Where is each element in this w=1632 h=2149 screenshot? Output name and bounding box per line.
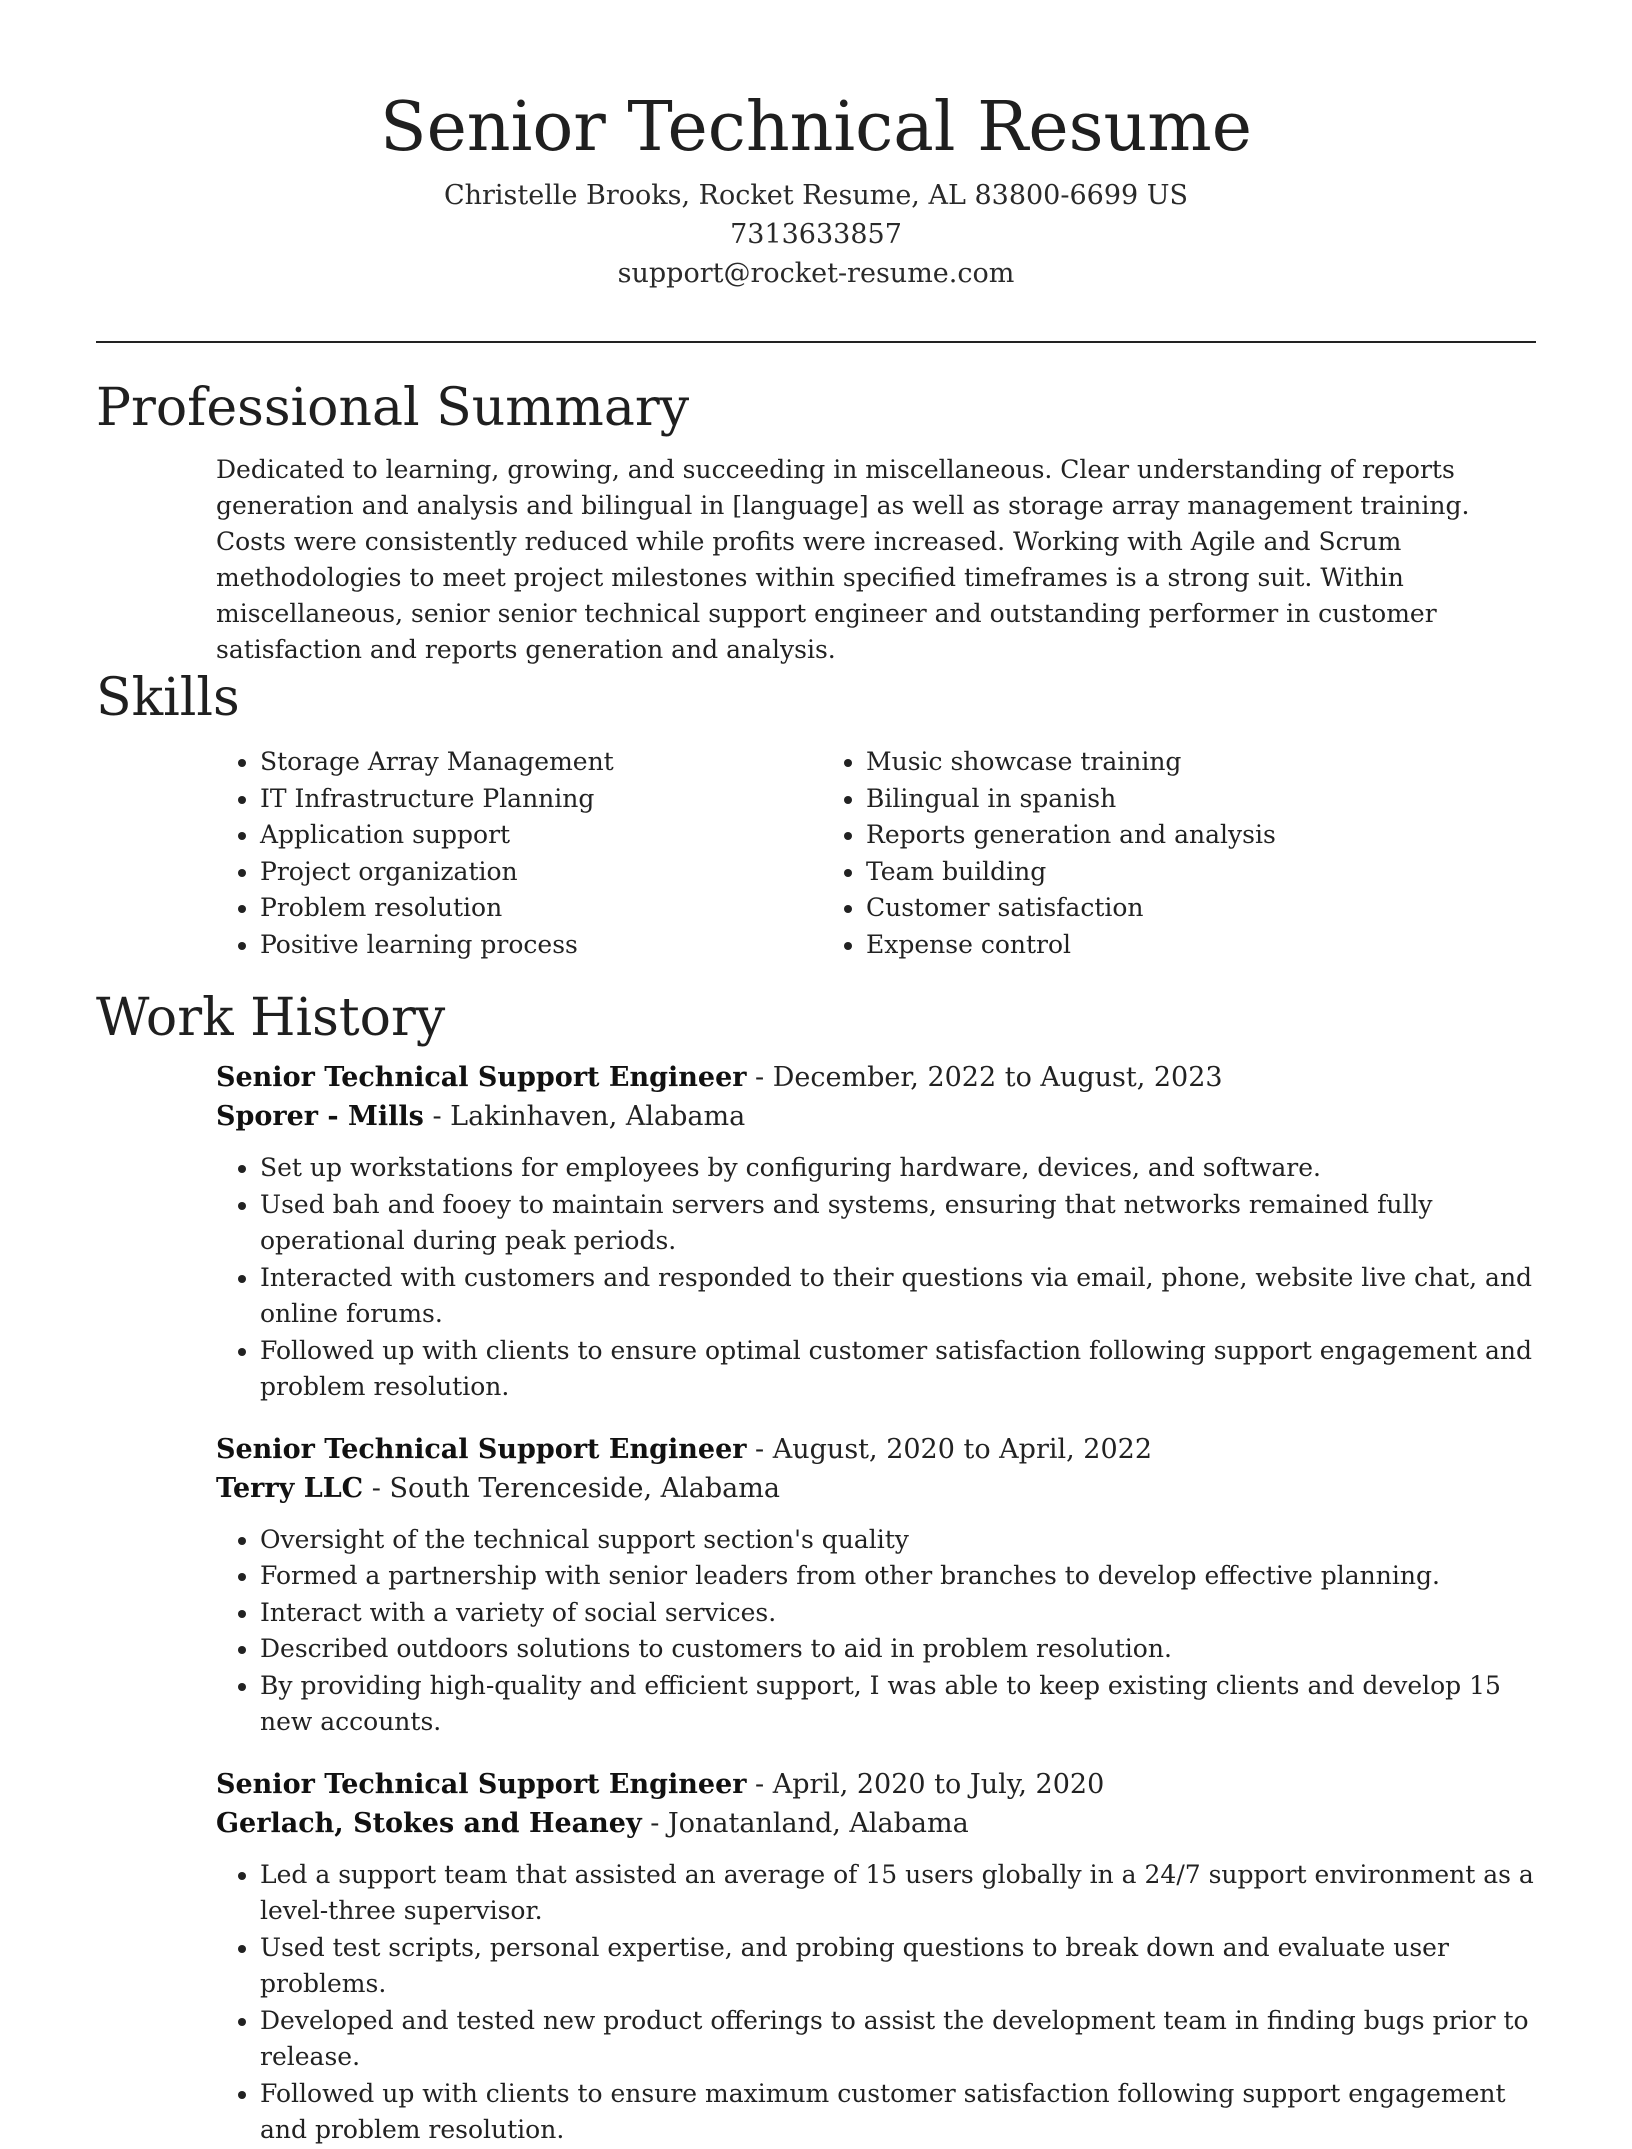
job-dates: - December, 2022 to August, 2023 <box>746 1062 1223 1093</box>
summary-heading: Professional Summary <box>96 378 690 438</box>
work-history-heading: Work History <box>96 988 446 1048</box>
skill-item: • Problem resolution <box>260 890 822 927</box>
skill-item: • IT Infrastructure Planning <box>260 781 822 818</box>
job-bullet: • Used bah and fooey to maintain servers and systems, ensuring that networks remained fully operational during peak periods. <box>260 1187 1536 1260</box>
job-bullet: • Set up workstations for employees by configuring hardware, devices, and software. <box>260 1150 1536 1187</box>
job-title-line <box>216 1058 1536 1097</box>
skill-item: • Project organization <box>260 854 822 891</box>
job-bullet: • Followed up with clients to ensure maximum customer satisfaction following support engagement and problem resolution. <box>260 2076 1536 2149</box>
job-title-line <box>216 1430 1536 1469</box>
contact-email: support@rocket-resume.com <box>617 258 1015 289</box>
skill-item: • Customer satisfaction <box>866 890 1428 927</box>
contact-info <box>96 176 1536 293</box>
job-bullet: • Followed up with clients to ensure optimal customer satisfaction following support engagement and problem resolution. <box>260 1333 1536 1406</box>
job-bullet: • Interact with a variety of social services. <box>260 1595 1536 1632</box>
job-title: Senior Technical Support Engineer <box>216 1768 747 1800</box>
skill-item: • Expense control <box>866 927 1428 964</box>
job-bullet: • Formed a partnership with senior leaders from other branches to develop effective planning. <box>260 1558 1536 1595</box>
job-bullet: • Described outdoors solutions to customers to aid in problem resolution. <box>260 1631 1536 1668</box>
job-company-line <box>216 1469 1536 1508</box>
skills-section <box>96 666 1536 963</box>
skill-item: • Team building <box>866 854 1428 891</box>
job-location: - South Terenceside, Alabama <box>363 1472 780 1504</box>
skills-columns <box>216 744 1536 963</box>
skills-heading: Skills <box>96 668 240 728</box>
summary-section <box>96 376 1536 668</box>
skill-item: • Positive learning process <box>260 927 822 964</box>
job-bullets <box>216 1150 1536 1406</box>
summary-text: Dedicated to learning, growing, and succeeding in miscellaneous. Clear understanding of reports generation and analysis and bilingual in [language] as well as storage array management training. Costs were consistently reduced while profits were increased. Working with Agile and Scrum methodologies to meet project milestones within specified timeframes is a strong suit. Within miscellaneous, senior senior technical support engineer and outstanding performer in customer satisfaction and reports generation and analysis. <box>216 455 1470 664</box>
skill-item: • Music showcase training <box>866 744 1428 781</box>
skill-item: • Bilingual in spanish <box>866 781 1428 818</box>
job-dates: - April, 2020 to July, 2020 <box>746 1768 1105 1800</box>
job-entry <box>216 1430 1536 1741</box>
job-location: - Jonatanland, Alabama <box>641 1807 969 1839</box>
job-bullet: • Used test scripts, personal expertise, and probing questions to break down and evaluate user problems. <box>260 1930 1536 2003</box>
job-bullet: • By providing high-quality and efficient support, I was able to keep existing clients and develop 15 new accounts. <box>260 1668 1536 1741</box>
work-history-section <box>96 986 1536 2149</box>
job-company: Terry LLC <box>216 1472 364 1504</box>
skills-list-left <box>216 744 822 963</box>
job-bullets <box>216 1522 1536 1741</box>
job-company: Gerlach, Stokes and Heaney <box>216 1807 642 1839</box>
skill-item: • Storage Array Management <box>260 744 822 781</box>
job-title-line <box>216 1765 1536 1804</box>
header-divider <box>96 341 1536 343</box>
job-bullet: • Developed and tested new product offerings to assist the development team in finding bugs prior to release. <box>260 2003 1536 2076</box>
skill-item: • Application support <box>260 817 822 854</box>
job-bullet: • Interacted with customers and responded to their questions via email, phone, website live chat, and online forums. <box>260 1260 1536 1333</box>
contact-phone: 7313633857 <box>730 219 902 250</box>
job-location: - Lakinhaven, Alabama <box>423 1101 746 1132</box>
job-bullets <box>216 1857 1536 2149</box>
skill-item: • Reports generation and analysis <box>866 817 1428 854</box>
contact-address: Christelle Brooks, Rocket Resume, AL 83800-6699 US <box>443 180 1189 211</box>
job-company-line <box>216 1097 1536 1136</box>
job-title: Senior Technical Support Engineer <box>216 1433 747 1465</box>
job-entry <box>216 1058 1536 1406</box>
skills-list-right <box>822 744 1428 963</box>
resume-header <box>96 80 1536 293</box>
job-company-line <box>216 1804 1536 1843</box>
job-bullet: • Oversight of the technical support section's quality <box>260 1522 1536 1559</box>
job-bullet: • Led a support team that assisted an average of 15 users globally in a 24/7 support environment as a level-three supervisor. <box>260 1857 1536 1930</box>
job-dates: - August, 2020 to April, 2022 <box>746 1433 1153 1465</box>
job-entry <box>216 1765 1536 2149</box>
job-title: Senior Technical Support Engineer <box>216 1062 747 1093</box>
resume-title: Senior Technical Resume <box>379 88 1252 167</box>
job-company: Sporer - Mills <box>216 1101 424 1132</box>
